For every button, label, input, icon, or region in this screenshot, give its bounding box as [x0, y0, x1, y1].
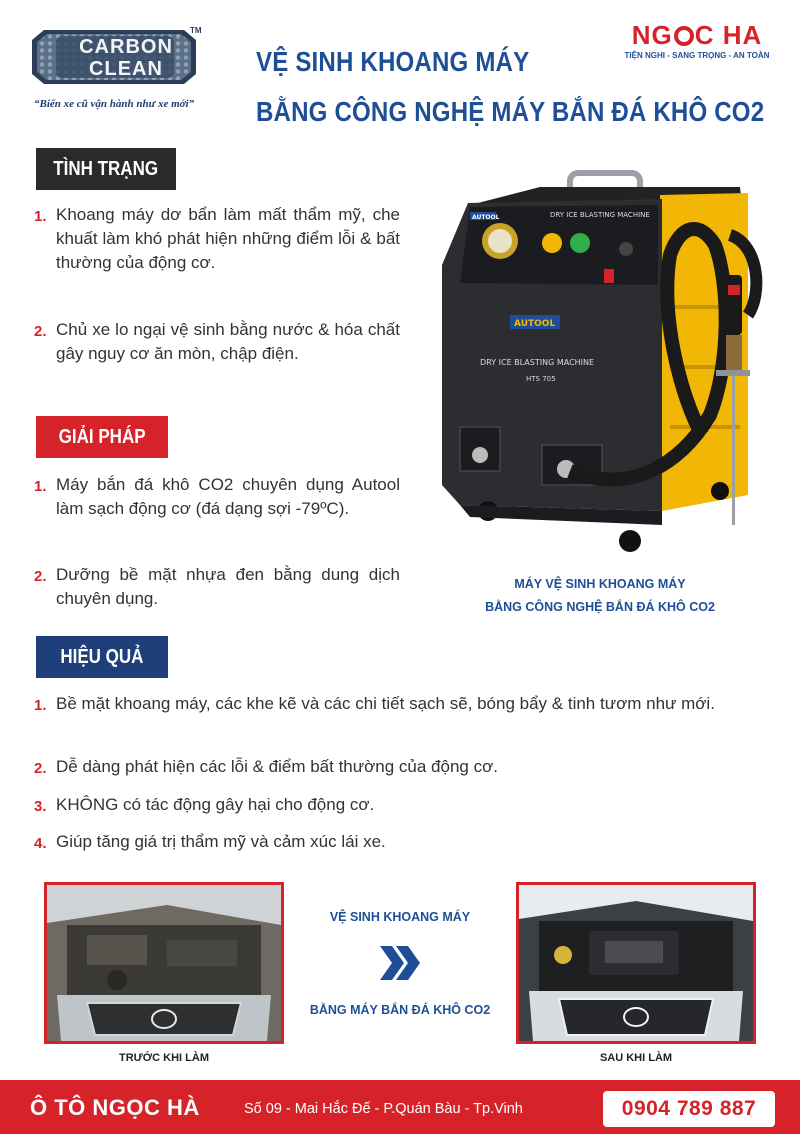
effect-item-2 — [34, 755, 764, 781]
section-heading-effect-label: HIỆU QUẢ — [60, 646, 144, 668]
brand-name-part1: NG — [631, 20, 673, 50]
knob-dark-icon — [619, 242, 633, 256]
effect-item-4 — [34, 830, 764, 856]
brand-slogan: TIỆN NGHI - SANG TRỌNG - AN TOÀN — [624, 51, 770, 60]
body-label: DRY ICE BLASTING MACHINE — [480, 358, 595, 367]
knob-green-icon — [570, 233, 590, 253]
solution-item-2-text: Dưỡng bề mặt nhựa đen bằng dung dịch chuyên dụng. — [56, 565, 400, 608]
before-label: TRƯỚC KHI LÀM — [119, 1052, 209, 1064]
body-model: HTS 705 — [526, 375, 556, 383]
section-heading-effect — [36, 636, 168, 678]
logo-trademark: TM — [190, 26, 202, 35]
air-inlet-icon — [472, 447, 488, 463]
machine-caption-line1: MÁY VỆ SINH KHOANG MÁY — [514, 577, 686, 591]
wheel-icon — [619, 530, 641, 552]
brand-name-part2: C HA — [694, 20, 763, 50]
before-photo — [44, 882, 284, 1044]
panel-title: DRY ICE BLASTING MACHINE — [550, 211, 650, 219]
footer-phone[interactable]: 0904 789 887 — [621, 1097, 757, 1120]
brand-name — [612, 20, 782, 51]
after-label: SAU KHI LÀM — [599, 1052, 673, 1064]
condition-item-1-text: Khoang máy dơ bẩn làm mất thẩm mỹ, che khuất làm khó phát hiện những điểm lỗi & bất thường của động cơ. — [56, 205, 400, 272]
after-photo — [516, 882, 756, 1044]
knob-yellow-icon — [542, 233, 562, 253]
double-chevron-right-icon — [378, 944, 422, 982]
logo-line1: CARBON — [79, 36, 173, 58]
before-car-engine-image — [47, 885, 281, 1041]
power-switch-icon — [604, 269, 614, 283]
effect-item-1-text: Bề mặt khoang máy, các khe kẽ và các chi tiết sạch sẽ, bóng bẩy & tinh tươm như mới. — [56, 694, 715, 713]
effect-item-4-number: 4. — [34, 835, 47, 852]
solution-item-2-number: 2. — [34, 568, 47, 585]
condition-item-1 — [34, 203, 400, 303]
brand-o-ring-icon — [674, 26, 694, 46]
compare-caption-line2: BẰNG MÁY BẮN ĐÁ KHÔ CO2 — [309, 1003, 491, 1017]
effect-item-3-number: 3. — [34, 798, 47, 815]
condition-item-2-number: 2. — [34, 323, 47, 340]
solution-item-2 — [34, 563, 400, 619]
after-car-engine-image — [519, 885, 753, 1041]
page-title-line2: BẰNG CÔNG NGHỆ MÁY BẮN ĐÁ KHÔ CO2 — [256, 96, 765, 127]
panel-brand: AUTOOL — [472, 214, 500, 221]
section-heading-solution — [36, 416, 168, 458]
effect-item-1 — [34, 692, 764, 744]
solution-item-1 — [34, 473, 400, 553]
effect-item-3 — [34, 793, 764, 819]
blasting-gun — [726, 275, 742, 335]
effect-item-4-text: Giúp tăng giá trị thẩm mỹ và cảm xúc lái xe. — [56, 832, 386, 851]
effect-item-2-number: 2. — [34, 760, 47, 777]
condition-item-2-text: Chủ xe lo ngại vệ sinh bằng nước & hóa chất gây nguy cơ ăn mòn, chập điện. — [56, 320, 400, 363]
ngoc-ha-brand — [612, 20, 782, 70]
solution-item-1-text: Máy bắn đá khô CO2 chuyên dụng Autool làm sạch động cơ (đá dạng sợi -79ºC). — [56, 475, 400, 518]
logo-tagline: “Biến xe cũ vận hành như xe mới” — [34, 98, 195, 110]
solution-item-1-number: 1. — [34, 478, 47, 495]
section-heading-solution-label: GIẢI PHÁP — [58, 426, 146, 448]
section-heading-condition — [36, 148, 176, 190]
condition-item-2 — [34, 318, 400, 398]
condition-item-1-number: 1. — [34, 208, 47, 225]
machine-caption-line2: BẰNG CÔNG NGHỆ BẮN ĐÁ KHÔ CO2 — [485, 600, 715, 614]
dry-ice-blasting-machine-image — [430, 165, 780, 560]
footer-address: Số 09 - Mai Hắc Đế - P.Quán Bàu - Tp.Vinh — [244, 1101, 523, 1117]
effect-item-1-number: 1. — [34, 697, 47, 714]
compare-caption-line1: VỆ SINH KHOANG MÁY — [329, 910, 471, 924]
blasting-nozzle — [732, 375, 735, 525]
carbon-clean-logo — [30, 20, 210, 120]
effect-item-3-text: KHÔNG có tác động gây hại cho động cơ. — [56, 795, 375, 814]
section-heading-condition-label: TÌNH TRẠNG — [53, 158, 159, 180]
effect-item-2-text: Dễ dàng phát hiện các lỗi & điểm bất thường của động cơ. — [56, 757, 498, 776]
footer-company-name: Ô TÔ NGỌC HÀ — [30, 1095, 200, 1120]
logo-line2: CLEAN — [89, 58, 163, 80]
page-title-line1: VỆ SINH KHOANG MÁY — [256, 46, 530, 77]
wheel-icon — [711, 482, 729, 500]
body-brand: AUTOOL — [514, 319, 556, 329]
